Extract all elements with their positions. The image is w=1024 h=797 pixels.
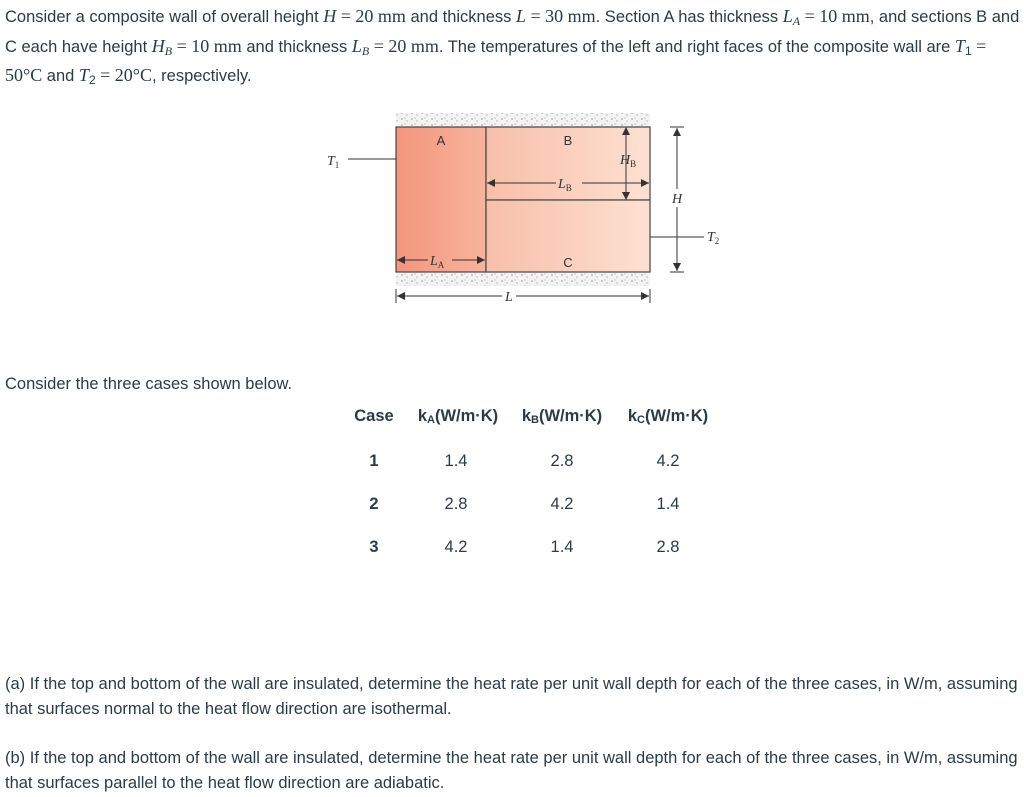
cases-intro: Consider the three cases shown below. [5, 375, 293, 393]
t2-label: $T_2$ [707, 230, 720, 246]
la-label: $L_A$ [430, 254, 445, 270]
kb-cell: 1.4 [550, 538, 574, 556]
lb-label: $L_B$ [558, 177, 572, 193]
h-arrow-up [673, 128, 681, 136]
l-arrow-left [397, 292, 405, 300]
label-section-b: B [563, 133, 573, 148]
label-section-a: A [436, 133, 446, 148]
case-cell: 1 [369, 452, 379, 470]
case-cell: 2 [369, 495, 379, 513]
header-ka: kA(W/m·K) [417, 407, 499, 426]
hb-label: $H_B$ [620, 153, 637, 169]
question-a: (a) If the top and bottom of the wall are insulated, determine the heat rate per unit wall depth for each of the three cases, in W/m, assuming that surfaces normal to the heat flow direction are isothermal. [5, 675, 1018, 718]
ka-cell: 4.2 [444, 538, 468, 556]
bottom-insulation [396, 272, 650, 286]
header-kc: kC(W/m·K) [627, 407, 709, 426]
top-insulation [396, 113, 650, 127]
label-section-c: C [563, 255, 573, 270]
kb-cell: 4.2 [550, 495, 574, 513]
l-label: L [505, 290, 513, 305]
composite-wall-figure [310, 105, 750, 310]
h-label: H [672, 192, 683, 207]
question-b: (b) If the top and bottom of the wall are insulated, determine the heat rate per unit wall depth for each of the three cases, in W/m, assuming that surfaces parallel to the heat flow direction are adiabatic. [5, 749, 1018, 792]
case-cell: 3 [369, 538, 379, 556]
l-arrow-right [641, 292, 649, 300]
section-a [396, 127, 486, 272]
header-case: Case [354, 407, 394, 425]
kc-cell: 2.8 [656, 538, 680, 556]
ka-cell: 1.4 [444, 452, 468, 470]
t1-label: $T_1$ [327, 154, 340, 170]
kb-cell: 2.8 [550, 452, 574, 470]
ka-cell: 2.8 [444, 495, 468, 513]
kc-cell: 1.4 [656, 495, 680, 513]
kc-cell: 4.2 [656, 452, 680, 470]
h-arrow-down [673, 263, 681, 271]
problem-statement: Consider a composite wall of overall height H = 20 mm and thickness L = 30 mm. Section A has thickness $L_A = 10$ mm, and sections B and C each have height $H_B = 10$ mm and thickness $L_B = 20$ mm. The temperatures of the left and right faces of the composite wall are $T_1 = 50^\circ C$ and $T_2 = 20^\circ C$, respectively. [5, 6, 1020, 87]
header-kb: kB(W/m·K) [521, 407, 603, 426]
